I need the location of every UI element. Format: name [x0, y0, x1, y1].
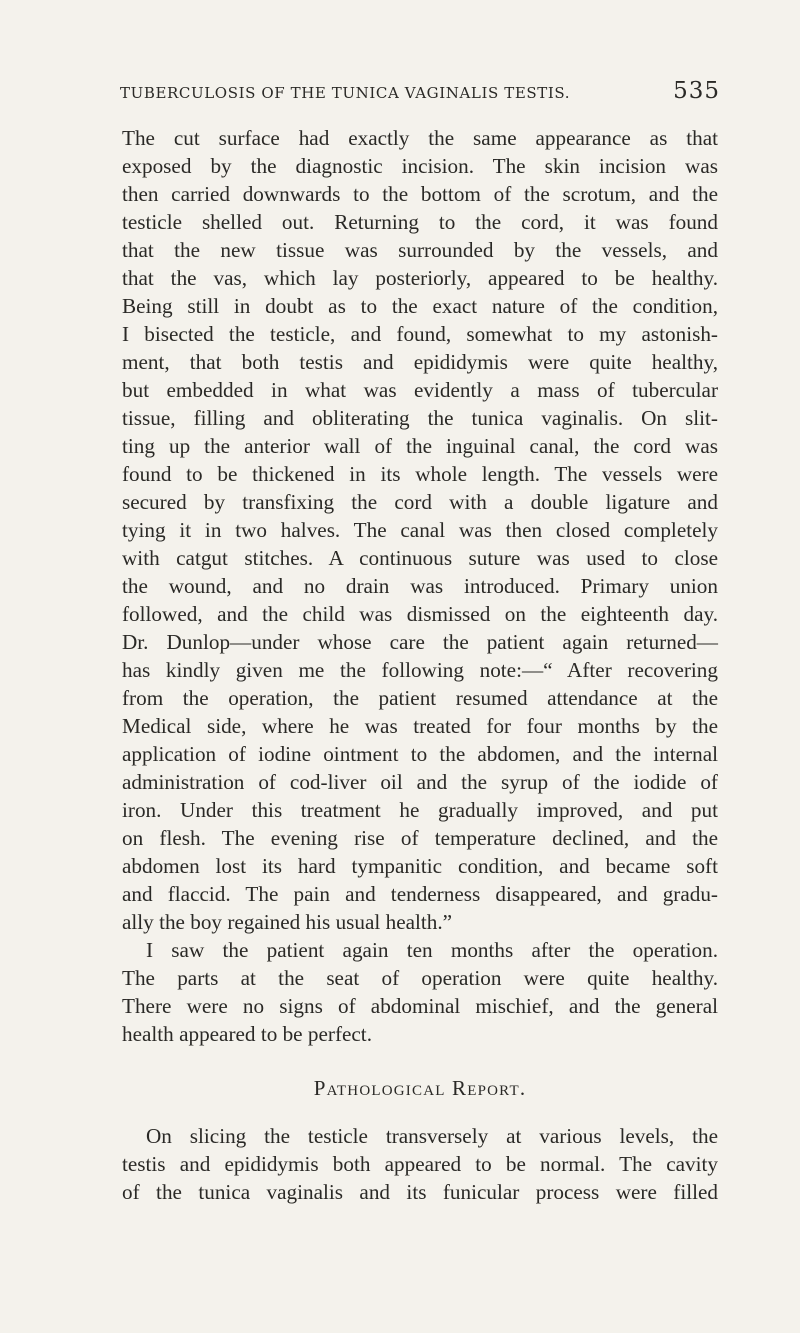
text-line: but embedded in what was evidently a mass of tubercular: [122, 378, 718, 402]
text-line: abdomen lost its hard tympanitic condition, and became soft: [122, 854, 718, 878]
text-line: I saw the patient again ten months after the operation.: [146, 938, 718, 962]
text-line: of the tunica vaginalis and its funicular process were filled: [122, 1180, 718, 1204]
body-text: [122, 124, 718, 1206]
text-line: that the vas, which lay posteriorly, appeared to be healthy.: [122, 266, 718, 290]
paragraph-case-narrative: [122, 124, 718, 936]
text-line: I bisected the testicle, and found, somewhat to my astonish-: [122, 322, 718, 346]
text-line: tying it in two halves. The canal was then closed completely: [122, 518, 718, 542]
text-line: testicle shelled out. Returning to the cord, it was found: [122, 210, 718, 234]
running-head: [120, 78, 720, 118]
text-line: and flaccid. The pain and tenderness disappeared, and gradu-: [122, 882, 718, 906]
text-line: followed, and the child was dismissed on the eighteenth day.: [122, 602, 718, 626]
text-line: from the operation, the patient resumed attendance at the: [122, 686, 718, 710]
text-line: on flesh. The evening rise of temperature declined, and the: [122, 826, 718, 850]
text-line: has kindly given me the following note:—“ After recovering: [122, 658, 718, 682]
text-line: health appeared to be perfect.: [122, 1022, 372, 1046]
text-line: ment, that both testis and epididymis were quite healthy,: [122, 350, 718, 374]
text-line: On slicing the testicle transversely at various levels, the: [146, 1124, 718, 1148]
text-line: found to be thickened in its whole length. The vessels were: [122, 462, 718, 486]
text-line: with catgut stitches. A continuous suture was used to close: [122, 546, 718, 570]
text-line: secured by transfixing the cord with a double ligature and: [122, 490, 718, 514]
text-line: ally the boy regained his usual health.”: [122, 910, 453, 934]
text-line: iron. Under this treatment he gradually improved, and put: [122, 798, 718, 822]
text-line: administration of cod-liver oil and the syrup of the iodide of: [122, 770, 718, 794]
page-number: 535: [673, 78, 720, 104]
text-line: Medical side, where he was treated for four months by the: [122, 714, 718, 738]
text-line: Being still in doubt as to the exact nature of the condition,: [122, 294, 718, 318]
text-line: The parts at the seat of operation were quite healthy.: [122, 966, 718, 990]
text-line: Dr. Dunlop—under whose care the patient again returned—: [122, 630, 718, 654]
text-line: the wound, and no drain was introduced. Primary union: [122, 574, 718, 598]
text-line: testis and epididymis both appeared to be normal. The cavity: [122, 1152, 718, 1176]
text-line: then carried downwards to the bottom of the scrotum, and the: [122, 182, 718, 206]
text-line: that the new tissue was surrounded by the vessels, and: [122, 238, 718, 262]
text-line: tissue, filling and obliterating the tunica vaginalis. On slit-: [122, 406, 718, 430]
text-line: application of iodine ointment to the abdomen, and the internal: [122, 742, 718, 766]
running-title: TUBERCULOSIS OF THE TUNICA VAGINALIS TESTIS.: [120, 84, 571, 102]
paragraph-pathology: [122, 1122, 718, 1206]
text-line: The cut surface had exactly the same appearance as that: [122, 126, 718, 150]
text-line: exposed by the diagnostic incision. The skin incision was: [122, 154, 718, 178]
paragraph-follow-up: [122, 936, 718, 1048]
text-line: ting up the anterior wall of the inguinal canal, the cord was: [122, 434, 718, 458]
text-line: There were no signs of abdominal mischief, and the general: [122, 994, 718, 1018]
section-heading: Pathological Report.: [313, 1076, 527, 1100]
